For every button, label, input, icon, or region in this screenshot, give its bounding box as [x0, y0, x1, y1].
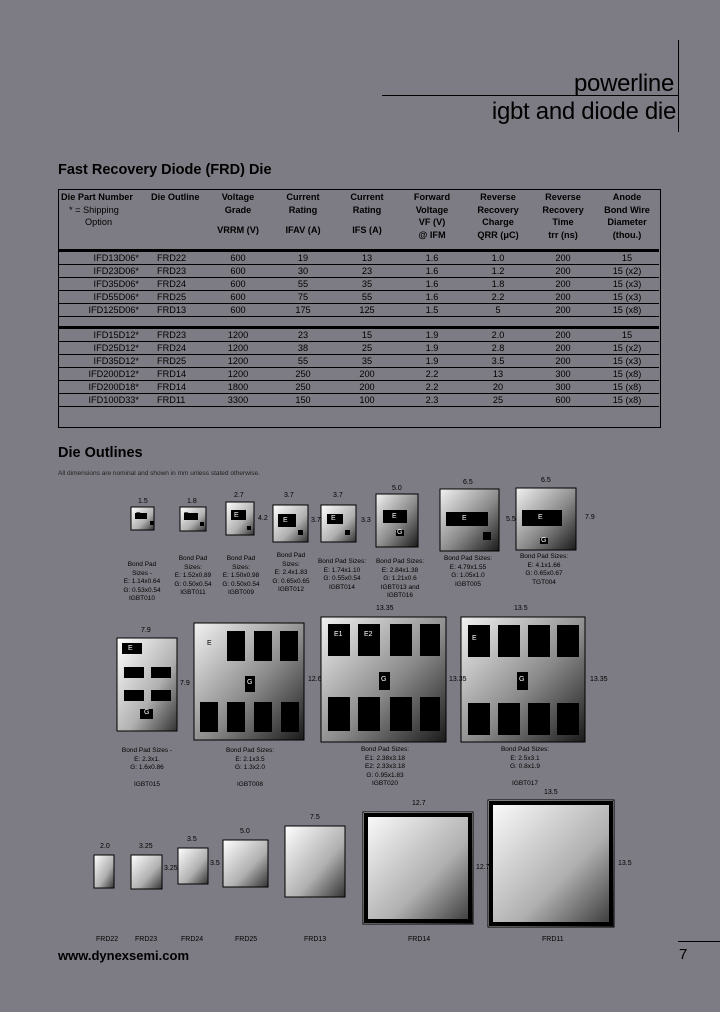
- die-igbt013: [376, 494, 418, 547]
- pad-label-g: G: [247, 679, 253, 686]
- die-igbt012: [273, 505, 308, 542]
- caption-igbt015: Bond Pad Sizes - E: 2.3x1. G: 1.6x0.86 IGBT015: [121, 747, 173, 788]
- side-dim-l: 13.5: [618, 860, 632, 867]
- table-cell: 25: [361, 342, 373, 353]
- caption-igbt020: Bond Pad Sizes: E1: 2.38x3.18 E2: 2.33x3.18 G: 0.95x1.83 IGBT020: [360, 746, 410, 787]
- table-cell: 200: [359, 381, 375, 392]
- caption-igbt008: Bond Pad Sizes: E: 2.1x3.5 G: 1.3x2.0 IGBT008: [225, 747, 275, 788]
- side-dim-j: 3.5: [210, 860, 220, 867]
- pad-label-g: G: [541, 537, 547, 544]
- table-cell: 1.9: [425, 329, 439, 340]
- table-cell: 15: [621, 253, 633, 263]
- die-igbt015: [117, 638, 177, 731]
- dim-igbt012: 3.7: [284, 492, 294, 499]
- pad-label-g: G: [397, 529, 403, 536]
- pad-label-e: E: [184, 512, 189, 519]
- table-cell: 1800: [227, 381, 249, 392]
- table-cell: 300: [555, 368, 571, 379]
- side-dim-g: 13.35: [449, 676, 467, 683]
- table-cell: 200: [555, 342, 571, 353]
- table-cell: 15 (x8): [612, 394, 642, 405]
- col-forward-voltage: Forward Voltage VF (V) @ IFM: [413, 192, 451, 240]
- table-cell: 1.5: [425, 305, 439, 315]
- table-cell: 19: [297, 253, 309, 263]
- dim-igbt013: 5.0: [392, 485, 402, 492]
- table-cell: 300: [555, 381, 571, 392]
- table-cell: 13: [492, 368, 504, 379]
- caption-frd13: FRD13: [304, 936, 327, 943]
- caption-igbt012: Bond Pad Sizes: E: 2.4x1.83 G: 0.65x0.65 IGBT012: [272, 552, 310, 593]
- table-cell: 125: [359, 305, 375, 315]
- footer-website[interactable]: www.dynexsemi.com: [58, 948, 190, 963]
- outlines-section-title: Die Outlines: [58, 445, 143, 461]
- pad-label-e: E: [462, 515, 467, 522]
- side-dim-e2: 7.9: [180, 680, 190, 687]
- table-cell: 1200: [227, 368, 249, 379]
- table-cell: 100: [359, 394, 375, 405]
- dim-igbt011: 1.8: [187, 498, 197, 505]
- pad-label-e1: E1: [334, 631, 343, 638]
- die-igbt014: [321, 505, 356, 542]
- dim-frd14: 12.7: [412, 800, 426, 807]
- die-frd24: [178, 848, 208, 884]
- table-cell: 35: [361, 355, 373, 366]
- dim-frd13: 7.5: [310, 814, 320, 821]
- table-cell: 2.2: [425, 381, 439, 392]
- table-cell: FRD25: [157, 355, 187, 366]
- header-line1: powerline: [573, 70, 674, 97]
- table-cell: 15: [621, 329, 633, 340]
- table-cell: 2.3: [425, 394, 439, 405]
- table-cell: FRD11: [157, 394, 186, 405]
- dim-frd23: 3.25: [139, 843, 153, 850]
- die-igbt009: [226, 502, 254, 535]
- pad-label-e2: E2: [364, 631, 373, 638]
- caption-igbt014: Bond Pad Sizes: E: 1.74x1.10 G: 0.55x0.54 IGBT014: [317, 558, 367, 591]
- caption-frd11: FRD11: [542, 936, 564, 943]
- table-cell: 23: [297, 329, 309, 340]
- table-cell: 1.9: [425, 355, 439, 366]
- table-cell: 15 (x3): [612, 292, 642, 302]
- col-die-outline: Die Outline: [151, 192, 200, 202]
- table-cell: 250: [295, 368, 311, 379]
- table-cell: 15 (x2): [612, 266, 642, 276]
- header-line2: igbt and diode die: [491, 98, 676, 125]
- table-cell: 35: [361, 279, 373, 289]
- table-cell: 15 (x3): [612, 279, 642, 289]
- caption-igbt017: Bond Pad Sizes: E: 2.5x3.1 G: 0.8x1.9 IGBT017: [500, 746, 550, 787]
- table-cell: 15 (x8): [612, 381, 642, 392]
- die-igbt010: [131, 507, 154, 530]
- caption-igbt011: Bond Pad Sizes: E: 1.52x0.89 G: 0.50x0.54 IGBT011: [174, 555, 212, 596]
- pad-label-e: E: [136, 512, 141, 519]
- table-cell: FRD22: [157, 253, 187, 263]
- dim-frd24: 3.5: [187, 836, 197, 843]
- table-cell: 55: [361, 292, 373, 302]
- col-anode-bond-wire: Anode Bond Wire Diameter (thou.): [604, 192, 650, 240]
- caption-frd23: FRD23: [135, 936, 158, 943]
- pad-label-e: E: [392, 513, 397, 520]
- pad-label-g: G: [144, 709, 150, 716]
- table-cell: FRD13: [157, 305, 187, 315]
- table-cell: 2.8: [491, 342, 505, 353]
- table-cell: 200: [555, 355, 571, 366]
- table-cell: IFD13D06*: [93, 253, 139, 263]
- table-cell: FRD23: [157, 266, 187, 276]
- col-current-rating-ifav: Current Rating IFAV (A): [285, 192, 321, 235]
- table-cell: IFD125D06*: [88, 305, 139, 315]
- dim-igbt009: 2.7: [234, 492, 244, 499]
- table-cell: 55: [297, 279, 309, 289]
- pad-label-e: E: [538, 514, 543, 521]
- dim-igbt014: 3.7: [333, 492, 343, 499]
- table-cell: 175: [295, 305, 311, 315]
- pad-label-g: G: [519, 676, 525, 683]
- table-cell: IFD200D18*: [88, 381, 139, 392]
- table-cell: 1.6: [425, 266, 439, 276]
- dim-tgt004: 6.5: [541, 477, 551, 484]
- caption-igbt013: Bond Pad Sizes: E: 2.84x1.38 G: 1.21x0.6 IGBT013 and IGBT016: [375, 558, 425, 599]
- caption-frd25: FRD25: [235, 936, 258, 943]
- table-cell: 25: [492, 394, 504, 405]
- table-cell: 200: [555, 329, 571, 340]
- table-cell: 200: [555, 292, 571, 302]
- table-cell: 600: [230, 305, 246, 315]
- table-cell: 1.2: [491, 266, 505, 276]
- table-cell: IFD23D06*: [93, 266, 139, 276]
- pad-label-e: E: [472, 635, 477, 642]
- die-frd25: [223, 840, 268, 887]
- page-number: 7: [679, 946, 688, 963]
- table-cell: 75: [297, 292, 309, 302]
- pad-label-g: G: [381, 676, 387, 683]
- table-cell: 15 (x3): [612, 355, 642, 366]
- dim-frd11: 13.5: [544, 789, 558, 796]
- table-cell: 1.6: [425, 292, 439, 302]
- dim-igbt015: 7.9: [141, 627, 151, 634]
- col-reverse-recovery-time: Reverse Recovery Time trr (ns): [542, 192, 584, 240]
- pad-label-e: E: [207, 640, 212, 647]
- side-dim-d: 5.5: [506, 516, 516, 523]
- table-cell: 600: [230, 292, 246, 302]
- table-cell: 2.2: [491, 292, 505, 302]
- dim-igbt020: 13.35: [376, 605, 394, 612]
- table-cell: 15: [361, 329, 373, 340]
- table-cell: 15 (x8): [612, 305, 642, 315]
- table-cell: 600: [230, 266, 246, 276]
- side-dim-e: 7.9: [585, 514, 595, 521]
- table-cell: 200: [555, 279, 571, 289]
- table-cell: 1.9: [425, 342, 439, 353]
- table-cell: 3.5: [491, 355, 505, 366]
- table-cell: 2.2: [425, 368, 439, 379]
- col-voltage-grade: Voltage Grade VRRM (V): [217, 192, 259, 235]
- col-current-rating-ifs: Current Rating IFS (A): [350, 192, 384, 235]
- caption-frd14: FRD14: [408, 936, 431, 943]
- frd-section-title: Fast Recovery Diode (FRD) Die: [58, 162, 272, 178]
- table-cell: 1.6: [425, 279, 439, 289]
- dim-frd25: 5.0: [240, 828, 250, 835]
- table-cell: 3300: [227, 394, 249, 405]
- dim-igbt010: 1.5: [138, 498, 148, 505]
- table-cell: 20: [492, 381, 504, 392]
- side-dim-b: 3.7: [311, 517, 321, 524]
- table-cell: IFD55D06*: [93, 292, 139, 302]
- table-cell: FRD25: [157, 292, 187, 302]
- table-cell: 1.8: [491, 279, 505, 289]
- side-dim-a: 4.2: [258, 515, 268, 522]
- die-igbt011: [180, 507, 206, 531]
- table-cell: 1.6: [425, 253, 439, 263]
- pad-label-e: E: [128, 645, 133, 652]
- table-cell: IFD35D06*: [93, 279, 139, 289]
- table-cell: 15 (x2): [612, 342, 642, 353]
- table-cell: 600: [555, 394, 571, 405]
- table-cell: 250: [295, 381, 311, 392]
- pad-label-e: E: [283, 517, 288, 524]
- table-cell: 38: [297, 342, 309, 353]
- table-cell: 1200: [227, 342, 249, 353]
- table-cell: 600: [230, 279, 246, 289]
- table-cell: FRD24: [157, 342, 187, 353]
- table-cell: 30: [297, 266, 309, 276]
- side-dim-c: 3.3: [361, 517, 371, 524]
- caption-igbt005: Bond Pad Sizes: E: 4.79x1.55 G: 1.05x1.0 IGBT005: [443, 555, 493, 588]
- table-cell: IFD15D12*: [93, 329, 139, 340]
- caption-frd22: FRD22: [96, 936, 119, 943]
- table-cell: 200: [555, 266, 571, 276]
- dim-frd22: 2.0: [100, 843, 110, 850]
- table-cell: 2.0: [491, 329, 505, 340]
- table-cell: 23: [361, 266, 373, 276]
- die-igbt005: [440, 489, 499, 551]
- table-cell: 15 (x8): [612, 368, 642, 379]
- caption-frd24: FRD24: [181, 936, 204, 943]
- outlines-note: All dimensions are nominal and shown in mm unless stated otherwise.: [58, 470, 260, 477]
- side-dim-i: 3.25: [164, 865, 178, 872]
- caption-igbt010: Bond Pad Sizes - E: 1.14x0.64 G: 0.53x0.54 IGBT010: [123, 561, 161, 602]
- col-part-number: Die Part Number * = Shipping Option: [61, 192, 133, 227]
- pad-label-e: E: [331, 515, 336, 522]
- table-cell: 200: [555, 253, 571, 263]
- dim-igbt005: 6.5: [463, 479, 473, 486]
- table-cell: 5: [495, 305, 501, 315]
- die-frd13: [285, 826, 345, 897]
- table-cell: FRD24: [157, 279, 187, 289]
- table-cell: FRD14: [157, 368, 187, 379]
- table-cell: 600: [230, 253, 246, 263]
- table-cell: IFD100D33*: [88, 394, 139, 405]
- table-cell: 150: [295, 394, 311, 405]
- col-reverse-recovery-charge: Reverse Recovery Charge QRR (μC): [477, 192, 519, 240]
- table-cell: 1.0: [491, 253, 505, 263]
- table-cell: IFD200D12*: [88, 368, 139, 379]
- caption-tgt004: Bond Pad Sizes: E: 4.1x1.66 G: 0.65x0.67 TGT004: [519, 553, 569, 586]
- die-frd22: [94, 855, 114, 888]
- footer-rule: [678, 941, 720, 942]
- pad-label-e: E: [234, 512, 239, 519]
- table-cell: 1200: [227, 329, 249, 340]
- table-cell: FRD14: [157, 381, 187, 392]
- table-cell: IFD25D12*: [93, 342, 139, 353]
- die-frd11: [488, 800, 614, 927]
- table-cell: 200: [555, 305, 571, 315]
- table-cell: 1200: [227, 355, 249, 366]
- die-frd23: [131, 855, 162, 889]
- side-dim-f: 12.6: [308, 676, 322, 683]
- table-cell: IFD35D12*: [93, 355, 139, 366]
- table-cell: 55: [297, 355, 309, 366]
- table-cell: FRD23: [157, 329, 187, 340]
- side-dim-h: 13.35: [590, 676, 608, 683]
- table-cell: 13: [361, 253, 373, 263]
- table-cell: 200: [359, 368, 375, 379]
- side-dim-k: 12.7: [476, 864, 490, 871]
- caption-igbt009: Bond Pad Sizes: E: 1.50x0.98 G: 0.50x0.54 IGBT009: [222, 555, 260, 596]
- dim-igbt017: 13.5: [514, 605, 528, 612]
- die-frd14: [363, 812, 473, 924]
